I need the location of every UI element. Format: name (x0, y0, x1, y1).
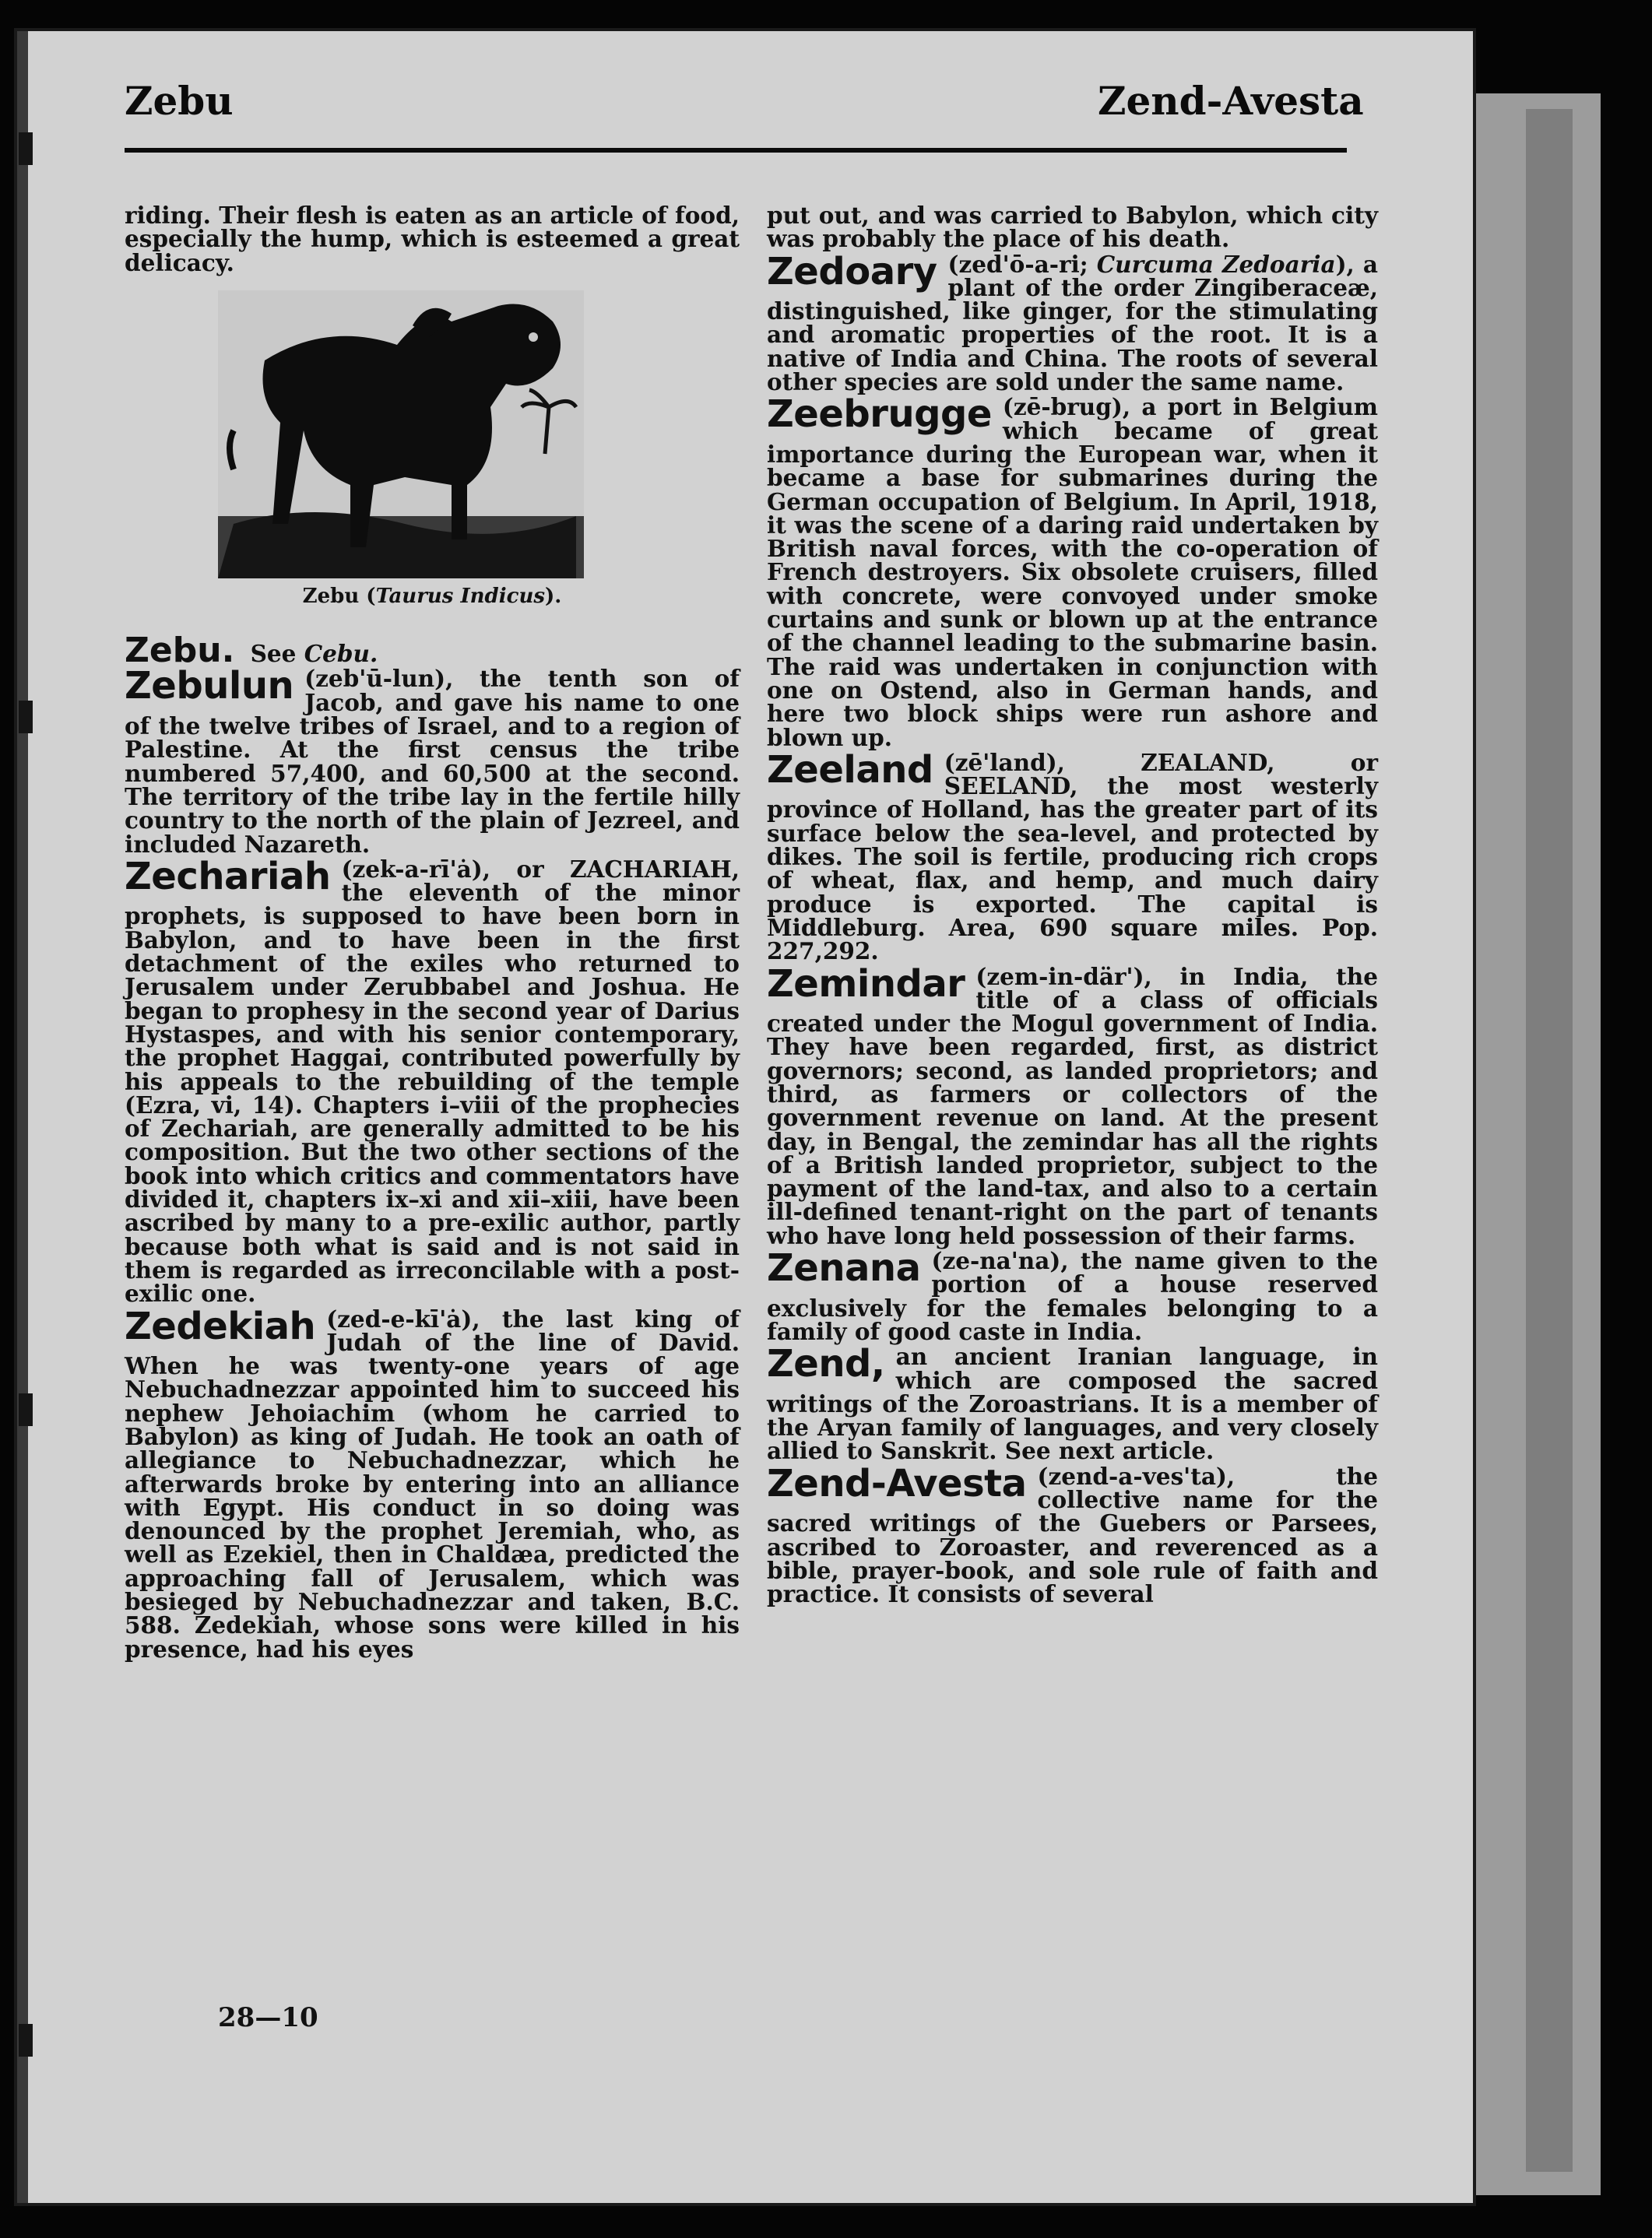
right-column (767, 204, 1378, 1608)
headword-zend: Zend, (767, 1342, 885, 1386)
continued-text: riding. Their flesh is eaten as an article of food, especially the hump, which is esteemed a great delicacy. (125, 202, 740, 276)
entry-zedoary-pron: (zed'ō-a-ri; (947, 250, 1097, 278)
entry-zenana (767, 1246, 1378, 1345)
headword-zechariah: Zechariah (125, 854, 331, 898)
binding-thread (19, 2024, 33, 2057)
entry-zemindar (767, 961, 1378, 1249)
left-column (125, 204, 740, 1663)
entry-zenana-body: (ze-na'na), the name given to the portion of a house reserved exclusively for the females belonging to a family of good caste in India. (767, 1247, 1378, 1345)
headword-zedekiah: Zedekiah (125, 1304, 316, 1348)
entry-zedoary-latin: Curcuma Zedoaria (1096, 250, 1336, 278)
entry-zend-avesta (767, 1461, 1378, 1608)
page-spine (17, 31, 28, 2203)
entry-zeeland (767, 747, 1378, 965)
binding-thread (19, 1393, 33, 1426)
entry-zedekiah (125, 1304, 740, 1663)
signature-mark: 28—10 (218, 2002, 318, 2033)
running-head-right: Zend-Avesta (1098, 78, 1364, 124)
entry-zechariah (125, 854, 740, 1308)
entry-zebulun (125, 664, 740, 858)
headword-zedoary: Zedoary (767, 249, 937, 293)
entry-zebulun-body: (zeb'ū-lun), the tenth son of Jacob, and gave his name to one of the twelve tribes of Israel, and to a region of Palestine. At the first census the tribe numbered 57,400, and 60,500 at the second. The territory of the tribe lay in the fertile hilly country to the north of the plain of Jezreel, and included Nazareth. (125, 665, 740, 858)
entry-zebu-ref: Cebu. (304, 640, 378, 668)
headword-zebu: Zebu. (125, 631, 235, 671)
illustration-caption (125, 585, 740, 608)
entry-zebu-body: See (250, 640, 304, 668)
entry-zend (767, 1342, 1378, 1465)
entry-zechariah-body: (zek-a-rī'ȧ), or ZACHARIAH, the eleventh of the minor prophets, is supposed to have been born in Babylon, and to have been in the first detachment of the exiles who returned to Jerusalem under Zerubbabel and Joshua. He began to prophesy in the second year of Darius Hystaspes, and with his senior contemporary, the prophet Haggai, contributed powerfully by his appeals to the rebuilding of the temple (Ezra, vi, 14). Chapters i–viii of the prophecies of Zechariah, are generally admitted to be his composition. But the two other sections of the book into which critics and commentators have divided it, chapters ix–xi and xii–xiii, have been ascribed by many to a pre-exilic author, partly because both what is said and is not said in them is regarded as irreconcilable with a post-exilic one. (125, 855, 740, 1308)
binding-thread (19, 132, 33, 165)
running-head-left: Zebu (125, 78, 234, 124)
entry-zedekiah-body: (zed-e-kī'ȧ), the last king of Judah of the line of David. When he was twenty-one years of age Nebuchadnezzar appointed him to succeed his nephew Jehoiachim (whom he carried to Babylon) as king of Judah. He took an oath of allegiance to Nebuchadnezzar, which he afterwards broke by entering into an alliance with Egypt. His conduct in so doing was denounced by the prophet Jeremiah, who, as well as Ezekiel, then in Chaldæa, predicted the approaching fall of Jerusalem, which was besieged by Nebuchadnezzar and taken, B.C. 588. Zedekiah, whose sons were killed in his presence, had his eyes (125, 1305, 740, 1663)
entry-zedoary-body: ), a plant of the order Zingiberaceæ, distinguished, like ginger, for the stimulating and aromatic properties of the root. It is a native of India and China. The roots of several other species are sold under the same name. (767, 250, 1378, 396)
continued-text: put out, and was carried to Babylon, which city was probably the place of his death. (767, 202, 1378, 253)
headword-zenana: Zenana (767, 1246, 921, 1291)
caption-latin: Taurus Indicus (375, 584, 545, 608)
binding-thread (19, 701, 33, 733)
entry-zeeland-body: (zē'land), ZEALAND, or SEELAND, the most westerly province of Holland, has the greater part of its surface below the sea-level, and protected by dikes. The soil is fertile, producing rich crops of wheat, flax, and hemp, and much dairy produce is exported. The capital is Middleburg. Area, 690 square miles. Pop. 227,292. (767, 748, 1378, 965)
entry-zemindar-body: (zem-in-där'), in India, the title of a class of officials created under the Mogul government of India. They have been regarded, first, as district governors; second, as landed proprietors; and third, as farmers or collectors of the government revenue on land. At the present day, in Bengal, the zemindar has all the rights of a British landed proprietor, subject to the payment of the land-tax, and also to a certain ill-defined tenant-right on the part of tenants who have long held possession of their farms. (767, 962, 1378, 1249)
zebu-engraving (218, 290, 584, 578)
headword-zend-avesta: Zend-Avesta (767, 1461, 1027, 1505)
headword-zeebrugge: Zeebrugge (767, 392, 992, 437)
headword-zemindar: Zemindar (767, 961, 965, 1006)
entry-zend-body: an ancient Iranian language, in which are composed the sacred writings of the Zoroastrians. It is a member of the Aryan family of languages, and very closely allied to Sanskrit. See next article. (767, 1343, 1378, 1465)
caption-end: ). (545, 584, 562, 608)
entry-zedoary (767, 249, 1378, 396)
zebu-illustration (218, 290, 584, 578)
entry-zebu (125, 631, 740, 671)
header-rule (125, 148, 1347, 153)
entry-zeebrugge (767, 392, 1378, 751)
headword-zeeland: Zeeland (767, 747, 933, 792)
entry-zend-avesta-body: (zend-a-ves'ta), the collective name for the sacred writings of the Guebers or Parsees, ascribed to Zoroaster, and reverenced as a bible, prayer-book, and sole rule of faith and practice. It consists of several (767, 1462, 1378, 1608)
entry-zeebrugge-body: (zē-brug), a port in Belgium which became of great importance during the European war, when it became a base for submarines during the German occupation of Belgium. In April, 1918, it was the scene of a daring raid undertaken by British naval forces, with the co-operation of French destroyers. Six obsolete cruisers, filled with concrete, were convoyed under smoke curtains and sunk or blown up at the entrance of the channel leading to the submarine basin. The raid was undertaken in conjunction with one on Ostend, also in German hands, and here two block ships were run ashore and blown up. (767, 393, 1378, 751)
caption-name: Zebu ( (302, 584, 376, 608)
headword-zebulun: Zebulun (125, 664, 294, 708)
page-stack-edge-inner (1526, 109, 1573, 2172)
